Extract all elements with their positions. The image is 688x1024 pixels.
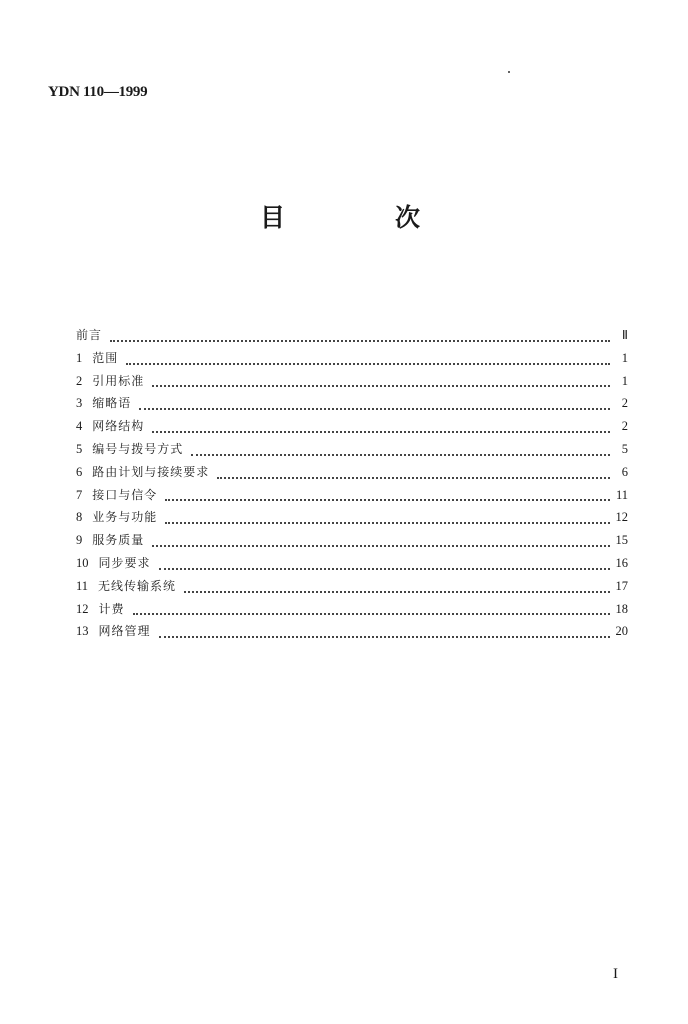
toc-entry[interactable] bbox=[76, 440, 628, 463]
toc-entry-page: 6 bbox=[621, 464, 628, 479]
toc-leader-dots bbox=[159, 635, 610, 638]
toc-leader-dots bbox=[126, 362, 610, 365]
toc-leader-dots bbox=[139, 407, 610, 410]
page-title bbox=[260, 198, 420, 234]
document-code: YDN 110—1999 bbox=[48, 84, 148, 100]
toc-leader-dots bbox=[165, 498, 610, 501]
toc-entry-label: 缩略语 bbox=[92, 396, 132, 411]
toc-entry-number: 13 bbox=[76, 624, 89, 639]
toc-entry-page: Ⅱ bbox=[621, 328, 628, 342]
toc-entry[interactable] bbox=[76, 372, 628, 395]
toc-leader-dots bbox=[133, 612, 610, 615]
toc-entry-label: 服务质量 bbox=[92, 533, 145, 548]
toc-entry-page: 12 bbox=[615, 510, 628, 525]
toc-entry-page: 5 bbox=[621, 441, 628, 456]
toc-entry-number: 3 bbox=[76, 396, 83, 411]
toc-entry[interactable] bbox=[76, 486, 628, 509]
page-number: I bbox=[613, 966, 618, 982]
toc-entry[interactable] bbox=[76, 394, 628, 417]
toc-entry[interactable] bbox=[76, 326, 628, 349]
toc-entry-number: 7 bbox=[76, 487, 83, 502]
toc-entry-label: 引用标准 bbox=[92, 373, 145, 388]
toc-leader-dots bbox=[191, 453, 610, 456]
title-char-2: 次 bbox=[394, 203, 420, 232]
toc-entry[interactable] bbox=[76, 417, 628, 440]
toc-leader-dots bbox=[165, 521, 610, 524]
toc-entry-number: 12 bbox=[76, 601, 89, 616]
toc-entry-page: 1 bbox=[621, 373, 628, 388]
toc-entry-number: 4 bbox=[76, 419, 83, 434]
toc-entry-page: 2 bbox=[621, 419, 628, 434]
toc-entry-number: 2 bbox=[76, 373, 83, 388]
toc-leader-dots bbox=[159, 567, 610, 570]
toc-entry-number: 8 bbox=[76, 510, 83, 525]
toc-entry-page: 18 bbox=[615, 601, 628, 616]
toc-leader-dots bbox=[152, 384, 610, 387]
toc-entry[interactable] bbox=[76, 508, 628, 531]
title-char-1: 目 bbox=[260, 203, 286, 232]
toc-entry-page: 20 bbox=[615, 624, 628, 639]
toc-entry-page: 16 bbox=[615, 555, 628, 570]
toc-entry-number: 6 bbox=[76, 464, 83, 479]
toc-entry[interactable] bbox=[76, 554, 628, 577]
toc-entry-label: 路由计划与接续要求 bbox=[92, 464, 210, 479]
toc-entry-label: 网络结构 bbox=[92, 419, 145, 434]
toc-entry[interactable] bbox=[76, 600, 628, 623]
scan-speck bbox=[508, 71, 510, 73]
toc-entry-number: 11 bbox=[76, 578, 89, 593]
toc-entry-label: 编号与拨号方式 bbox=[92, 441, 184, 456]
toc-entry-page: 17 bbox=[615, 578, 628, 593]
toc-entry-label: 前言 bbox=[76, 328, 103, 342]
toc-entry[interactable] bbox=[76, 577, 628, 600]
toc-leader-dots bbox=[110, 339, 610, 342]
toc-entry-label: 同步要求 bbox=[98, 555, 151, 570]
toc-entry-number: 1 bbox=[76, 350, 83, 365]
toc-entry-number: 9 bbox=[76, 533, 83, 548]
toc-entry-page: 11 bbox=[615, 487, 628, 502]
toc-entry-page: 15 bbox=[615, 533, 628, 548]
toc-leader-dots bbox=[184, 590, 610, 593]
toc-entry-label: 无线传输系统 bbox=[98, 578, 177, 593]
toc-leader-dots bbox=[217, 476, 610, 479]
toc-entry-page: 1 bbox=[621, 350, 628, 365]
toc-entry-label: 接口与信令 bbox=[92, 487, 158, 502]
toc-entry-page: 2 bbox=[621, 396, 628, 411]
toc-entry[interactable] bbox=[76, 463, 628, 486]
toc-leader-dots bbox=[152, 544, 610, 547]
toc-entry[interactable] bbox=[76, 622, 628, 645]
toc-entry-label: 范围 bbox=[92, 350, 119, 365]
toc-entry-number: 5 bbox=[76, 441, 83, 456]
table-of-contents bbox=[76, 326, 628, 645]
toc-leader-dots bbox=[152, 430, 610, 433]
toc-entry[interactable] bbox=[76, 531, 628, 554]
toc-entry-label: 业务与功能 bbox=[92, 510, 158, 525]
toc-entry[interactable] bbox=[76, 349, 628, 372]
toc-entry-number: 10 bbox=[76, 555, 89, 570]
toc-entry-label: 网络管理 bbox=[98, 624, 151, 639]
toc-entry-label: 计费 bbox=[98, 601, 125, 616]
